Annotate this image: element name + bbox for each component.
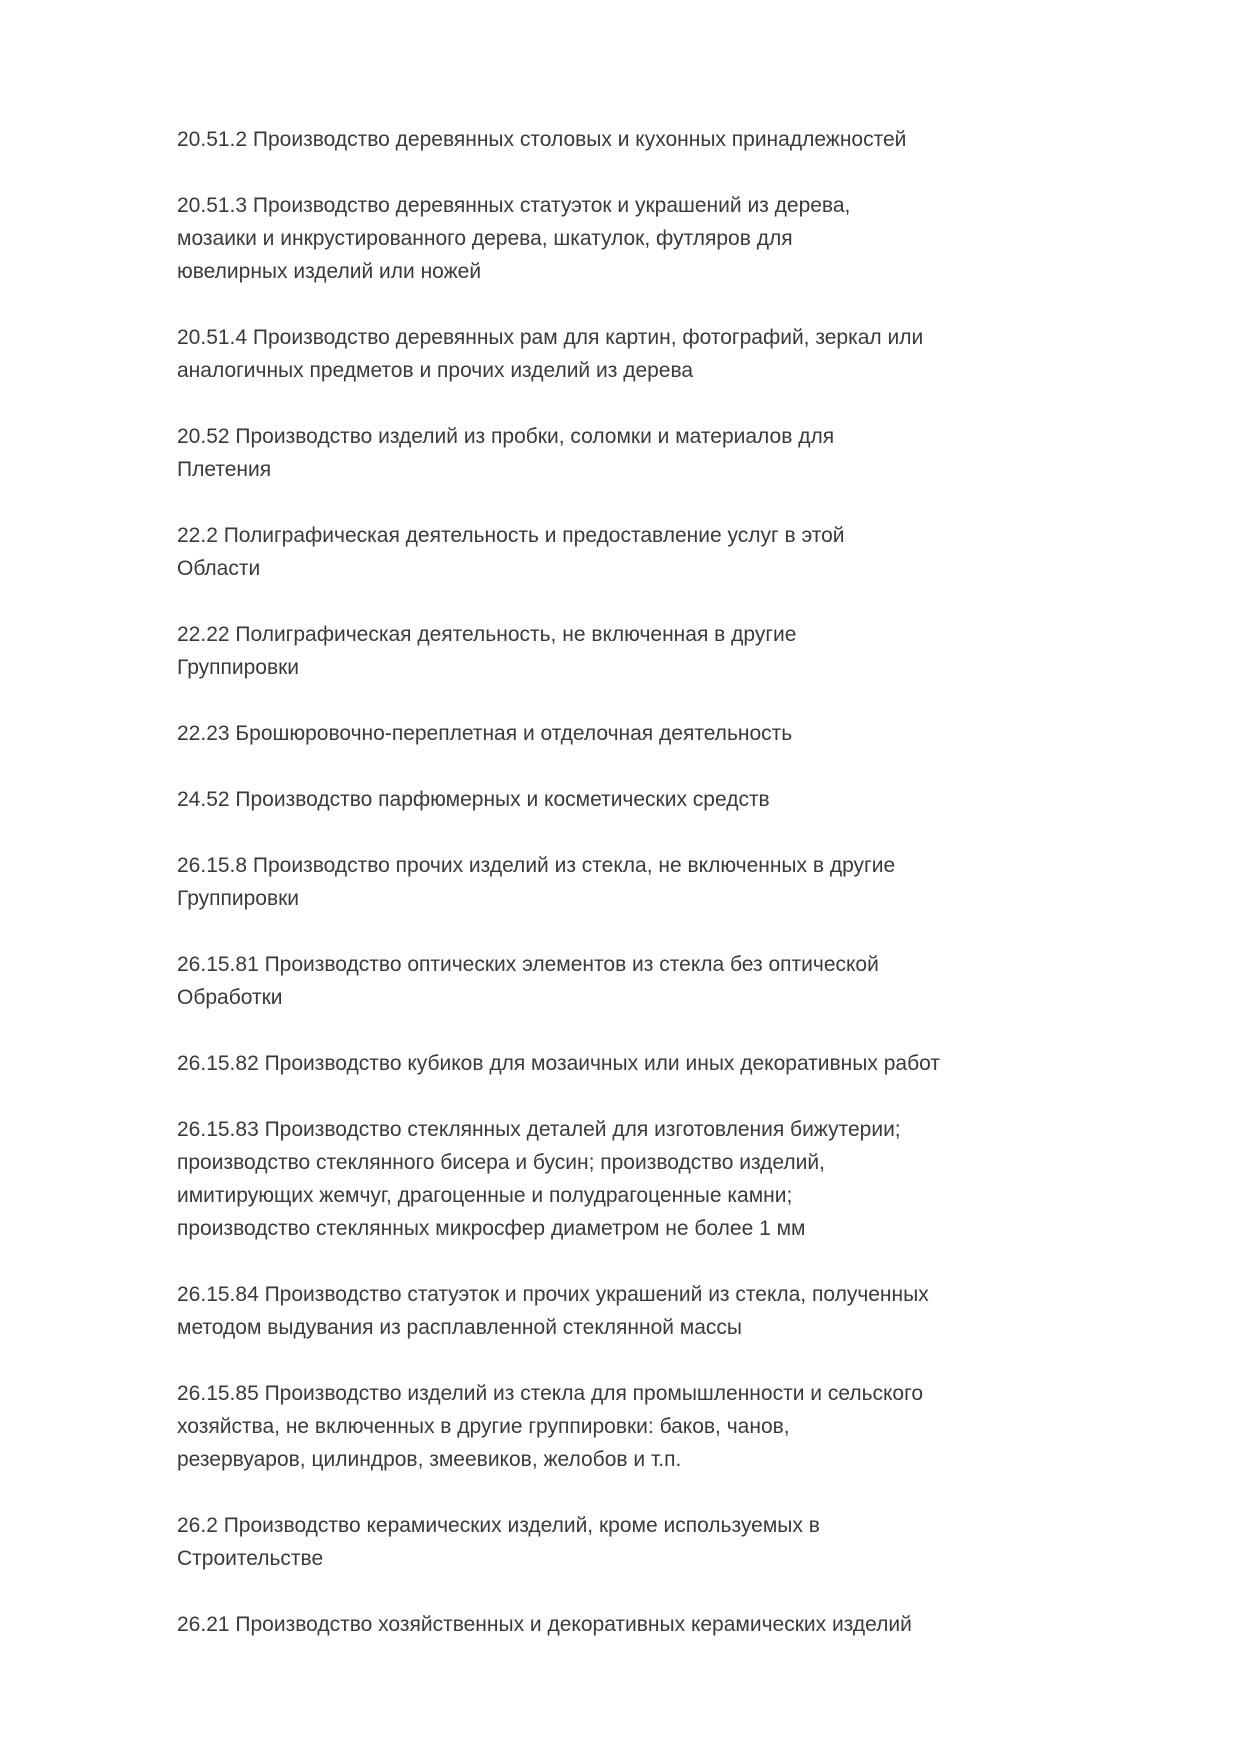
entry-line: методом выдувания из расплавленной стеклянной массы — [177, 1316, 743, 1339]
entry-line: резервуаров, цилиндров, змеевиков, желобов и т.п. — [177, 1448, 682, 1471]
entry-line: Области — [177, 557, 261, 580]
list-item — [177, 849, 1037, 915]
entry-line: 26.15.82 Производство кубиков для мозаичных или иных декоративных работ — [177, 1052, 940, 1075]
list-item — [177, 1113, 1037, 1245]
entry-line: аналогичных предметов и прочих изделий из дерева — [177, 359, 694, 382]
list-item — [177, 1278, 1037, 1344]
entry-line: 20.51.4 Производство деревянных рам для картин, фотографий, зеркал или — [177, 326, 924, 349]
entry-line: 22.2 Полиграфическая деятельность и предоставление услуг в этой — [177, 524, 845, 547]
entry-line: Группировки — [177, 887, 300, 910]
list-item — [177, 1377, 1037, 1476]
list-item — [177, 783, 1037, 816]
list-item — [177, 123, 1037, 156]
entry-line: производство стеклянного бисера и бусин; производство изделий, — [177, 1151, 825, 1174]
entry-line: ювелирных изделий или ножей — [177, 260, 482, 283]
entry-line: хозяйства, не включенных в другие группировки: баков, чанов, — [177, 1415, 790, 1438]
list-item — [177, 1047, 1037, 1080]
entry-line: 26.2 Производство керамических изделий, кроме используемых в — [177, 1514, 820, 1537]
entry-line: 20.51.3 Производство деревянных статуэток и украшений из дерева, — [177, 194, 851, 217]
entry-line: 20.51.2 Производство деревянных столовых и кухонных принадлежностей — [177, 128, 907, 151]
entry-line: 22.22 Полиграфическая деятельность, не включенная в другие — [177, 623, 797, 646]
entry-line: имитирующих жемчуг, драгоценные и полудрагоценные камни; — [177, 1184, 793, 1207]
list-item — [177, 189, 1037, 288]
entry-line: Плетения — [177, 458, 272, 481]
entry-line: 26.21 Производство хозяйственных и декоративных керамических изделий — [177, 1613, 912, 1636]
list-item — [177, 1509, 1037, 1575]
list-item — [177, 618, 1037, 684]
list-item — [177, 420, 1037, 486]
entry-line: Группировки — [177, 656, 300, 679]
entry-line: 24.52 Производство парфюмерных и косметических средств — [177, 788, 770, 811]
entry-line: Обработки — [177, 986, 283, 1009]
entry-line: 26.15.84 Производство статуэток и прочих украшений из стекла, полученных — [177, 1283, 929, 1306]
entry-line: 26.15.81 Производство оптических элементов из стекла без оптической — [177, 953, 879, 976]
list-item — [177, 1608, 1037, 1641]
list-item — [177, 948, 1037, 1014]
list-item — [177, 321, 1037, 387]
list-item — [177, 717, 1037, 750]
entry-line: мозаики и инкрустированного дерева, шкатулок, футляров для — [177, 227, 793, 250]
activity-code-list — [177, 123, 1037, 1674]
entry-line: 22.23 Брошюровочно-переплетная и отделочная деятельность — [177, 722, 793, 745]
entry-line: 20.52 Производство изделий из пробки, соломки и материалов для — [177, 425, 835, 448]
list-item — [177, 519, 1037, 585]
entry-line: производство стеклянных микросфер диаметром не более 1 мм — [177, 1217, 806, 1240]
entry-line: 26.15.8 Производство прочих изделий из стекла, не включенных в другие — [177, 854, 896, 877]
entry-line: 26.15.85 Производство изделий из стекла для промышленности и сельского — [177, 1382, 923, 1405]
entry-line: Строительстве — [177, 1547, 324, 1570]
entry-line: 26.15.83 Производство стеклянных деталей для изготовления бижутерии; — [177, 1118, 901, 1141]
